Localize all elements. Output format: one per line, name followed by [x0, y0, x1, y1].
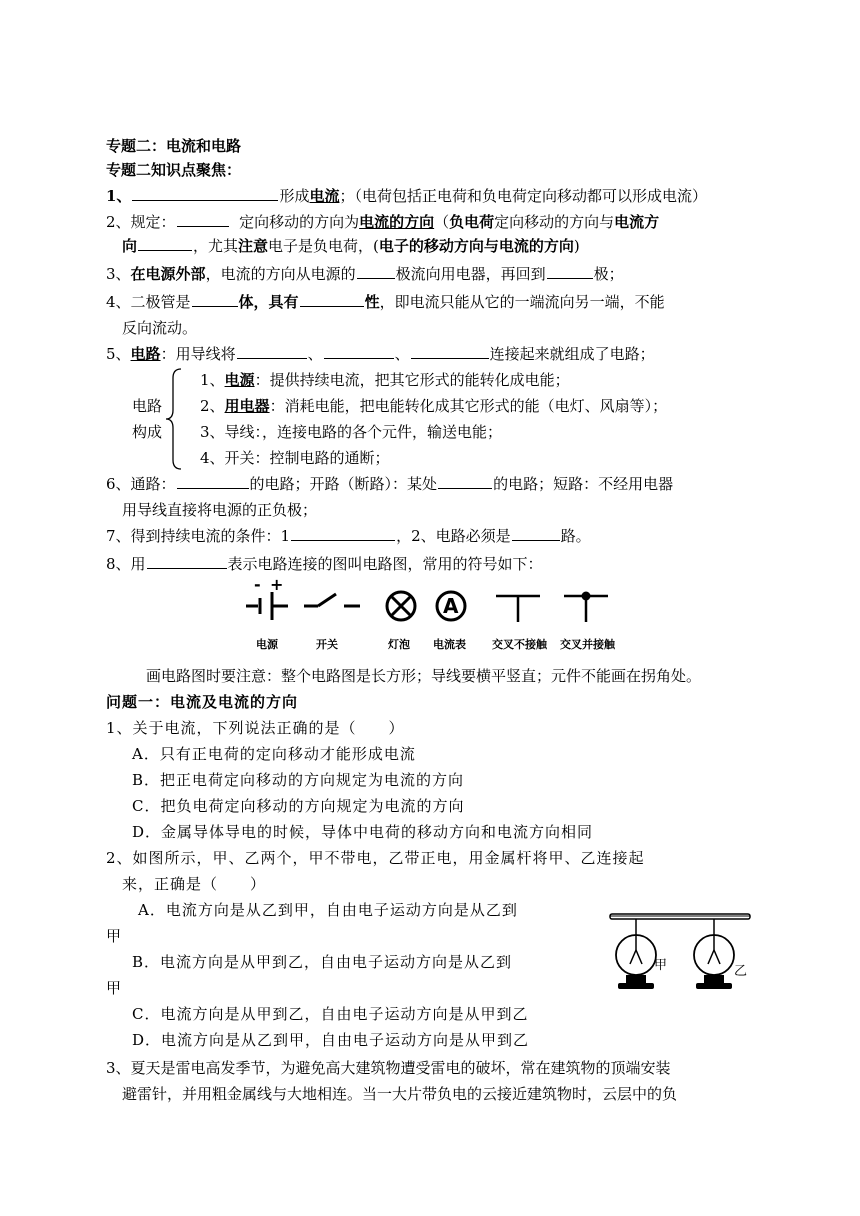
- item-8: [106, 552, 543, 576]
- symbol-label-ammeter: 电流表: [433, 638, 466, 651]
- item-text: ，即电流只能从它的一端流向另一端，不能: [379, 293, 665, 311]
- section-subtitle: 专题二知识点聚焦：: [106, 161, 242, 179]
- lamp-symbol-icon: [384, 588, 418, 624]
- fill-blank[interactable]: [177, 210, 229, 227]
- q1-stem: 1、关于电流，下列说法正确的是（ ）: [106, 719, 405, 737]
- q1-option-a[interactable]: A．只有正电荷的定向移动才能形成电流: [132, 745, 416, 763]
- item-number: 5、: [106, 345, 131, 363]
- item-1: [106, 184, 707, 208]
- q2-stem: 2、如图所示，甲、乙两个，甲不带电，乙带正电，用金属杆将甲、乙连接起: [106, 849, 645, 867]
- svg-text:A: A: [443, 594, 459, 618]
- item-number: 1、: [106, 187, 132, 205]
- item-number: 2、规定：: [106, 213, 176, 231]
- item-text: 的电路；开路（断路）：某处: [249, 475, 438, 493]
- q1-option-c[interactable]: C．把负电荷定向移动的方向规定为电流的方向: [132, 797, 465, 815]
- item-text: ：消耗电能，把电能转化成其它形式的能（电灯、风扇等）；: [269, 397, 668, 415]
- item-text: （: [434, 213, 450, 231]
- q1-option-b[interactable]: B．把正电荷定向移动的方向规定为电流的方向: [132, 771, 465, 789]
- fill-blank[interactable]: [512, 524, 560, 541]
- item-number: 8、用: [106, 555, 146, 573]
- battery-symbol-icon: [244, 576, 294, 622]
- circuit-side-label-2: 构成: [132, 423, 163, 441]
- circuit-part-3: 3、导线：，连接电路的各个元件，输送电能；: [200, 423, 503, 441]
- keyword: 电路: [130, 345, 161, 363]
- fill-blank[interactable]: [291, 524, 395, 541]
- part-number: 1、: [200, 371, 225, 389]
- fill-blank[interactable]: [147, 552, 227, 569]
- q2-stem-cont: 来，正确是（ ）: [122, 875, 267, 893]
- page-title: 专题二：电流和电路: [106, 137, 242, 155]
- keyword: 性: [364, 293, 380, 311]
- ammeter-symbol-icon: [434, 588, 468, 624]
- q2-option-a[interactable]: A．电流方向是从乙到甲，自由电子运动方向是从乙到: [138, 901, 518, 919]
- symbol-label-cross-contact: 交叉并接触: [560, 638, 615, 651]
- q1-option-d[interactable]: D．金属导体导电的时候，导体中电荷的移动方向和电流方向相同: [132, 823, 594, 841]
- item-text: 极流向用电器，再回到: [395, 265, 546, 283]
- item-number: 3、: [106, 265, 131, 283]
- item-6-cont: 用导线直接将电源的正负极；: [122, 501, 318, 519]
- item-text: 、: [394, 345, 410, 363]
- item-text: ；（电荷包括正电荷和负电荷定向移动都可以形成电流）: [339, 187, 707, 205]
- item-text: 定向移动的方向为: [239, 213, 360, 231]
- item-text: 表示电路连接的图叫电路图，常用的符号如下：: [227, 555, 543, 573]
- symbol-label-battery: 电源: [256, 638, 278, 651]
- fill-blank[interactable]: [300, 290, 364, 307]
- item-text: 连接起来就组成了电路；: [489, 345, 655, 363]
- keyword: 注意: [238, 237, 269, 255]
- symbol-label-cross-no-contact: 交叉不接触: [492, 638, 547, 651]
- fill-blank[interactable]: [132, 184, 278, 201]
- figure-label-yi: 乙: [734, 964, 748, 979]
- problem-title: 问题一：电流及电流的方向: [106, 693, 299, 711]
- fill-blank[interactable]: [237, 342, 307, 359]
- item-4-cont: 反向流动。: [122, 319, 198, 337]
- switch-symbol-icon: [302, 590, 364, 620]
- q2-option-b[interactable]: B．电流方向是从甲到乙，自由电子运动方向是从乙到: [132, 953, 513, 971]
- item-7: [106, 524, 591, 548]
- q3-line-2: 避雷针，并用粗金属线与大地相连。当一大片带负电的云接近建筑物时，云层中的负: [122, 1085, 678, 1103]
- symbol-label-lamp: 灯泡: [388, 638, 410, 651]
- keyword: 在电源外部: [130, 265, 206, 283]
- left-brace-icon: [165, 368, 183, 470]
- keyword: 电流方: [614, 213, 660, 231]
- item-text: ): [573, 237, 580, 255]
- keyword: 电流: [309, 187, 340, 205]
- circuit-part-1: [200, 368, 570, 392]
- keyword: 电源: [224, 371, 255, 389]
- fill-blank[interactable]: [357, 262, 395, 279]
- item-2-cont: [122, 234, 580, 258]
- q3-line-1: 3、夏天是雷电高发季节，为避免高大建筑物遭受雷电的破坏，常在建筑物的顶端安装: [106, 1059, 671, 1077]
- circuit-part-4: 4、开关：控制电路的通断；: [200, 449, 390, 467]
- fill-blank[interactable]: [324, 342, 394, 359]
- fill-blank[interactable]: [411, 342, 489, 359]
- item-text: 路。: [560, 527, 591, 545]
- item-text: 定向移动的方向与: [494, 213, 615, 231]
- item-number: 6、通路：: [106, 475, 176, 493]
- q2-option-b-cont: 甲: [106, 979, 122, 997]
- circuit-note: 画电路图时要注意：整个电路图是长方形；导线要横平竖直；元件不能画在拐角处。: [146, 667, 702, 685]
- keyword: 用电器: [224, 397, 270, 415]
- item-number: 4、二极管是: [106, 293, 191, 311]
- item-text: ：提供持续电流，把其它形式的能转化成电能；: [254, 371, 570, 389]
- part-number: 2、: [200, 397, 225, 415]
- fill-blank[interactable]: [138, 234, 192, 251]
- item-3: [106, 262, 624, 286]
- q2-option-d[interactable]: D．电流方向是从乙到甲，自由电子运动方向是从甲到乙: [132, 1031, 530, 1049]
- symbol-label-switch: 开关: [316, 638, 338, 651]
- item-5: [106, 342, 655, 366]
- fill-blank[interactable]: [192, 290, 238, 307]
- q2-option-c[interactable]: C．电流方向是从甲到乙，自由电子运动方向是从甲到乙: [132, 1005, 529, 1023]
- fill-blank[interactable]: [177, 472, 249, 489]
- svg-text:-: -: [254, 576, 261, 594]
- svg-text:+: +: [270, 576, 284, 594]
- keyword: 向: [122, 237, 138, 255]
- item-text: ：用导线将: [160, 345, 236, 363]
- item-number: 7、得到持续电流的条件：1: [106, 527, 291, 545]
- fill-blank[interactable]: [438, 472, 492, 489]
- keyword: 电子的移动方向与电流的方向: [378, 237, 574, 255]
- item-6: [106, 472, 673, 496]
- item-text: 电子是负电荷，(: [268, 237, 379, 255]
- figure-label-jia: 甲: [654, 958, 668, 973]
- keyword: 负电荷: [449, 213, 495, 231]
- item-text: 形成: [279, 187, 310, 205]
- keyword: 电流的方向: [359, 213, 435, 231]
- q2-option-a-cont: 甲: [106, 927, 122, 945]
- circuit-part-2: [200, 394, 667, 418]
- item-text: 极；: [593, 265, 624, 283]
- cross-no-contact-icon: [492, 590, 544, 624]
- item-text: ，2、电路必须是: [396, 527, 511, 545]
- circuit-side-label-1: 电路: [132, 397, 163, 415]
- item-text: 、: [307, 345, 323, 363]
- item-2: [106, 210, 659, 234]
- item-text: 的电路；短路：不经用电器: [493, 475, 674, 493]
- cross-contact-icon: [560, 586, 612, 624]
- item-text: ，电流的方向从电源的: [205, 265, 356, 283]
- keyword: 体，具有: [238, 293, 299, 311]
- item-4: [106, 290, 665, 314]
- fill-blank[interactable]: [547, 262, 593, 279]
- item-text: ，尤其: [193, 237, 239, 255]
